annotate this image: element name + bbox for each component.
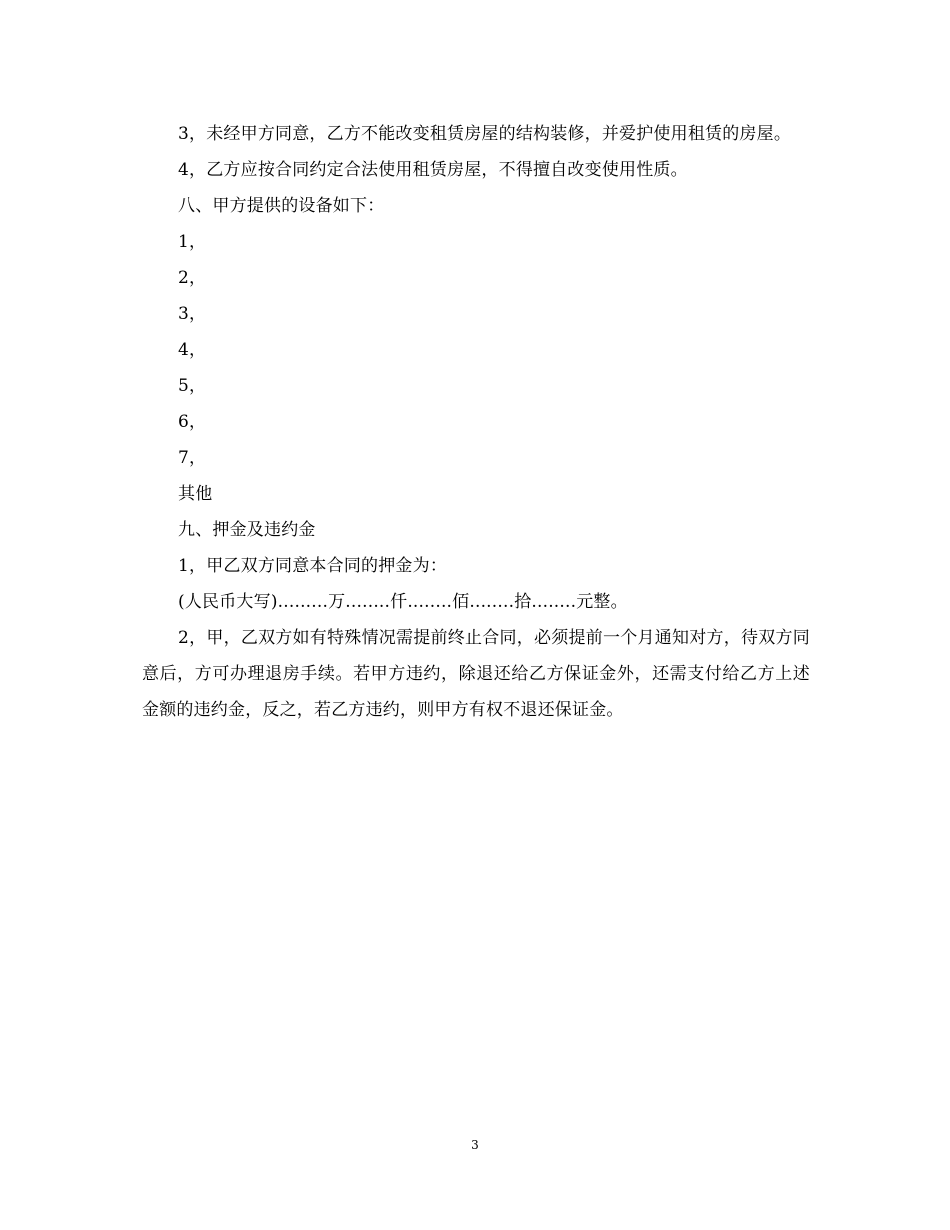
paragraph-clause-4: 4，乙方应按合同约定合法使用租赁房屋，不得擅自改变使用性质。 [178,160,688,180]
page-number: 3 [471,1138,479,1152]
equipment-item-4: 4， [178,340,207,360]
equipment-item-1: 1， [178,232,207,252]
paragraph-deposit-1: 1，甲乙双方同意本合同的押金为： [178,556,448,576]
section-heading-equipment: 八、甲方提供的设备如下： [178,196,385,216]
paragraph-deposit-amount: (人民币大写).........万........仟........佰........拾........元整。 [178,592,628,612]
section-heading-deposit: 九、押金及违约金 [178,520,316,540]
paragraph-deposit-2: 2，甲，乙双方如有特殊情况需提前终止合同，必须提前一个月通知对方，待双方同意后，方可办理退房手续。若甲方违约，除退还给乙方保证金外，还需支付给乙方上述金额的违约金，反之，若乙方违约，则甲方有权不退还保证金。 [142,628,810,720]
equipment-item-6: 6， [178,412,207,432]
equipment-item-other: 其他 [178,484,213,504]
document-body [142,116,810,728]
equipment-item-7: 7， [178,448,207,468]
paragraph-clause-3: 3，未经甲方同意，乙方不能改变租赁房屋的结构装修，并爱护使用租赁的房屋。 [178,124,792,144]
equipment-item-3: 3， [178,304,207,324]
equipment-item-2: 2， [178,268,207,288]
equipment-item-5: 5， [178,376,207,396]
